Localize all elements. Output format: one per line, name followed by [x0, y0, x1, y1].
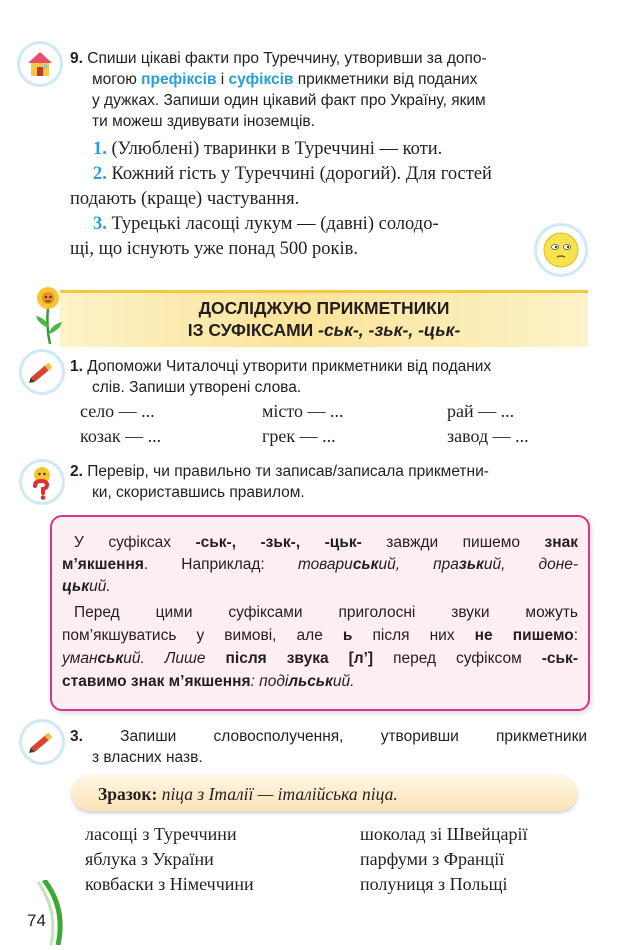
section-title-line2 [60, 320, 588, 341]
task2-line1 [70, 463, 489, 481]
rule-example: уман [62, 650, 98, 667]
task3-line1 [70, 728, 587, 746]
task9-item-3-cont: щі, що існують уже понад 500 років. [70, 239, 359, 259]
task3-line2: з власних назв. [92, 749, 203, 766]
rule-example: ий. [332, 673, 355, 690]
rule-text: пом’якшуватись у вимові, але [62, 627, 343, 644]
page-number: 74 [27, 911, 46, 930]
rule-p2-line1: Перед цими суфіксами приголосні звуки можуть [74, 604, 578, 621]
rule-example: ий, доне- [483, 556, 579, 573]
rule-soft-sign: ь [342, 627, 353, 644]
rule-p1-line2 [62, 556, 578, 574]
rule-text: . Наприклад: [143, 556, 298, 573]
rule-example-suffix: льськ [288, 673, 333, 690]
task9-line2 [92, 71, 477, 89]
phrase-item: ковбаски з Німеччини [85, 874, 254, 894]
rule-p2-line2 [62, 627, 578, 645]
phrase-item: яблука з України [85, 849, 214, 869]
rule-text: У суфіксах [74, 534, 196, 551]
word-item: рай — ... [447, 401, 515, 421]
task3-number: 3. [70, 728, 83, 745]
pen-icon [22, 352, 62, 392]
rule-example: : поді [250, 673, 289, 690]
task1-line2: слів. Запиши утворені слова. [92, 379, 302, 396]
word-item: завод — ... [447, 426, 529, 446]
task3-text-1: Запиши словосполучення, утворивши прикметники [120, 728, 588, 745]
smiley-icon [537, 226, 585, 274]
task9-line3: у дужках. Запиши один цікавий факт про Україну, яким [92, 92, 486, 109]
rule-example: ий. [89, 578, 111, 595]
task9-text-2a: могою [92, 71, 142, 88]
rule-p1-line3 [62, 578, 111, 596]
task9-item-2 [93, 164, 492, 185]
rule-bold: ставимо знак м’якшення [62, 673, 251, 690]
phrase-item: шоколад зі Швейцарії [360, 824, 528, 844]
question-mark-icon [22, 462, 62, 502]
task9-number: 9. [70, 50, 83, 67]
item-text: (Улюблені) тваринки в Туреччині — коти. [111, 139, 443, 159]
phrase-item: парфуми з Франції [360, 849, 505, 869]
phrase-item: полуниця з Польщі [360, 874, 508, 894]
rule-p2-line4 [62, 673, 354, 691]
item-number: 3. [93, 214, 107, 234]
rule-text: : [573, 627, 579, 644]
task9-item-1 [93, 139, 442, 160]
sample-example: піца з Італії — італійська піца. [157, 784, 398, 804]
house-icon [20, 44, 60, 84]
rule-suffixes: -ськ-, -зьк-, -цьк- [195, 534, 362, 551]
task2-line2: ки, скориставшись правилом. [92, 484, 305, 501]
task9-item-3 [93, 214, 439, 235]
task9-line1 [70, 50, 487, 68]
item-number: 2. [93, 164, 107, 184]
item-text: Кожний гість у Туреччині (дорогий). Для гостей [111, 164, 492, 184]
section-title-suffixes: -ськ-, -зьк-, -цьк- [318, 320, 461, 340]
rule-bold: знак [544, 534, 578, 551]
sample-text [98, 784, 398, 805]
word-item: козак — ... [80, 426, 162, 446]
pen-icon [22, 722, 62, 762]
rule-example-suffix: ськ [352, 556, 379, 573]
item-number: 1. [93, 139, 107, 159]
task9-text-1: Спиши цікаві факти про Туреччину, утворивши за допо- [87, 50, 487, 67]
rule-bold: після звука [л’] [225, 650, 374, 667]
rule-text: завжди пишемо [361, 534, 545, 551]
rule-example: ий, пра [378, 556, 459, 573]
rule-example-suffix: цьк [62, 578, 90, 595]
section-title-line1: ДОСЛІДЖУЮ ПРИКМЕТНИКИ [198, 298, 450, 318]
rule-bold: не пишемо [474, 627, 574, 644]
task9-item-2-cont: подають (краще) частування. [70, 189, 300, 209]
sample-label: Зразок: [98, 784, 158, 804]
rule-p1-line1 [74, 534, 578, 552]
rule-bold: м’якшення [62, 556, 144, 573]
rule-example: товари [297, 556, 353, 573]
rule-example: ий. Лише [123, 650, 226, 667]
rule-text: перед суфіксом [373, 650, 542, 667]
task1-number: 1. [70, 358, 83, 375]
term-prefixes: префіксів [141, 71, 217, 88]
task2-text-1: Перевір, чи правильно ти записав/записала прикметни- [87, 463, 489, 480]
item-text: Турецькі ласощі лукум — (давні) солодо- [111, 214, 439, 234]
task9-text-2b: і [216, 71, 229, 88]
word-item: село — ... [80, 401, 155, 421]
section-title-text: ІЗ СУФІКСАМИ [187, 320, 319, 340]
rule-text: після них [352, 627, 475, 644]
task9-text-2c: прикметники від поданих [293, 71, 478, 88]
rule-example-suffix: ськ [97, 650, 124, 667]
rule-suffix: -ськ- [541, 650, 578, 667]
task1-text-1: Допоможи Читалочці утворити прикметники від поданих [87, 358, 492, 375]
word-item: грек — ... [262, 426, 336, 446]
phrase-item: ласощі з Туреччини [85, 824, 237, 844]
term-suffixes: суфіксів [228, 71, 294, 88]
rule-example-suffix: зьк [458, 556, 484, 573]
task2-number: 2. [70, 463, 83, 480]
rule-p2-line3 [62, 650, 578, 668]
word-item: місто — ... [262, 401, 344, 421]
task1-line1 [70, 358, 491, 376]
task9-line4: ти можеш здивувати іноземців. [92, 113, 315, 130]
